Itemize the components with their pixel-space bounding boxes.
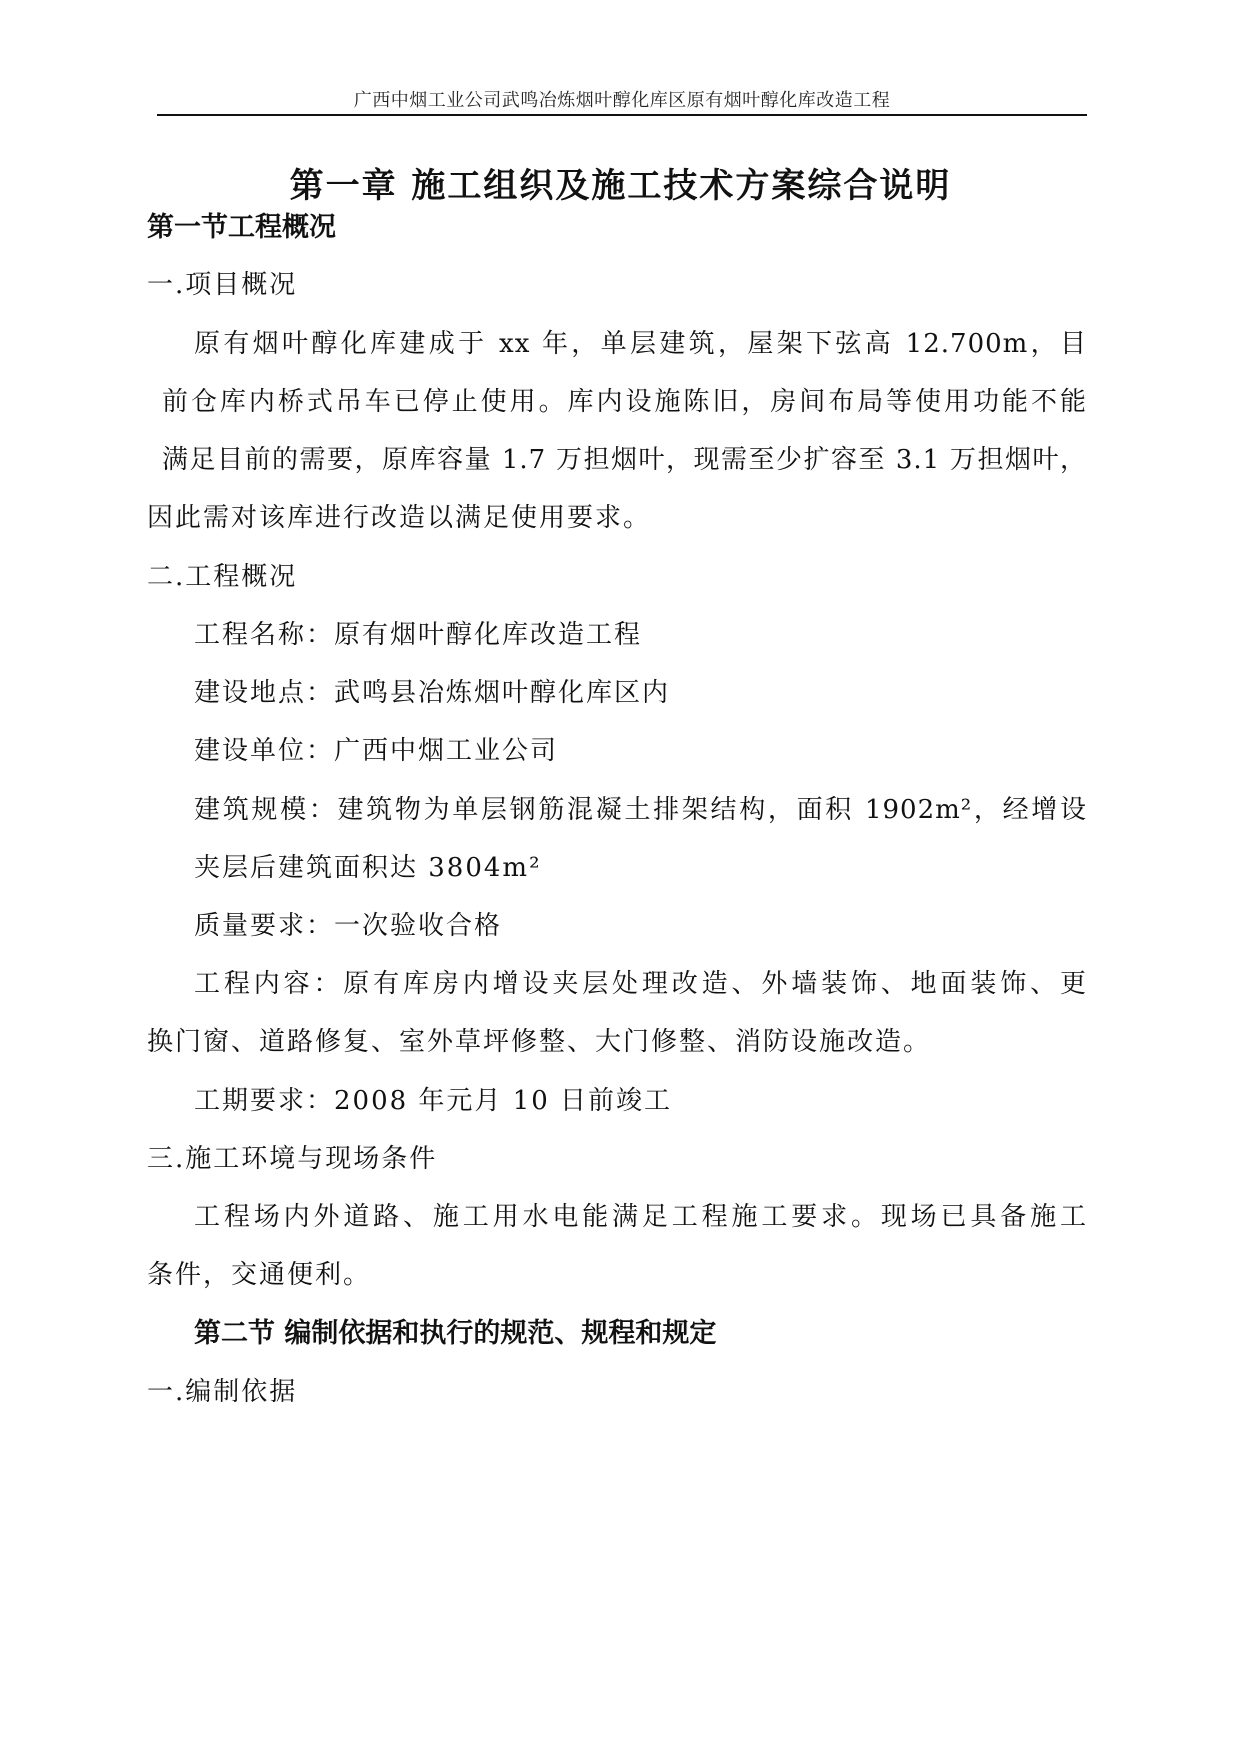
subsection-heading-engineering-overview: 二.工程概况 [147, 562, 298, 592]
subsection-heading-compilation-basis: 一.编制依据 [147, 1377, 298, 1407]
building-scale-line1: 建筑规模：建筑物为单层钢筋混凝土排架结构，面积 1902m²，经增设 [194, 795, 1087, 825]
chapter-title: 第一章 施工组织及施工技术方案综合说明 [289, 166, 952, 206]
subsection-heading-project-overview: 一.项目概况 [147, 270, 298, 300]
quality-requirement: 质量要求：一次验收合格 [194, 911, 503, 941]
site-conditions-line1: 工程场内外道路、施工用水电能满足工程施工要求。现场已具备施工 [194, 1202, 1087, 1232]
paragraph-line: 原有烟叶醇化库建成于 xx 年，单层建筑，屋架下弦高 12.700m，目 [194, 329, 1087, 359]
paragraph-line: 满足目前的需要，原库容量 1.7 万担烟叶，现需至少扩容至 3.1 万担烟叶， [162, 445, 1087, 475]
site-conditions-line2: 条件，交通便利。 [147, 1260, 372, 1290]
section2-title: 第二节 编制依据和执行的规范、规程和规定 [194, 1318, 717, 1349]
section1-title: 第一节工程概况 [147, 212, 336, 243]
paragraph-line: 因此需对该库进行改造以满足使用要求。 [147, 503, 652, 533]
subsection-heading-site-conditions: 三.施工环境与现场条件 [147, 1144, 438, 1174]
paragraph-line: 前仓库内桥式吊车已停止使用。库内设施陈旧，房间布局等使用功能不能 [162, 387, 1087, 417]
project-content-line2: 换门窗、道路修复、室外草坪修整、大门修整、消防设施改造。 [147, 1027, 932, 1057]
schedule-requirement: 工期要求：2008 年元月 10 日前竣工 [194, 1086, 673, 1116]
project-content-line1: 工程内容：原有库房内增设夹层处理改造、外墙装饰、地面装饰、更 [194, 969, 1087, 999]
project-name: 工程名称：原有烟叶醇化库改造工程 [194, 620, 643, 650]
running-header: 广西中烟工业公司武鸣冶炼烟叶醇化库区原有烟叶醇化库改造工程 [353, 90, 891, 111]
construction-unit: 建设单位：广西中烟工业公司 [194, 736, 559, 766]
header-rule [157, 114, 1087, 116]
construction-location: 建设地点：武鸣县冶炼烟叶醇化库区内 [194, 678, 671, 708]
building-scale-line2: 夹层后建筑面积达 3804m² [194, 853, 542, 883]
